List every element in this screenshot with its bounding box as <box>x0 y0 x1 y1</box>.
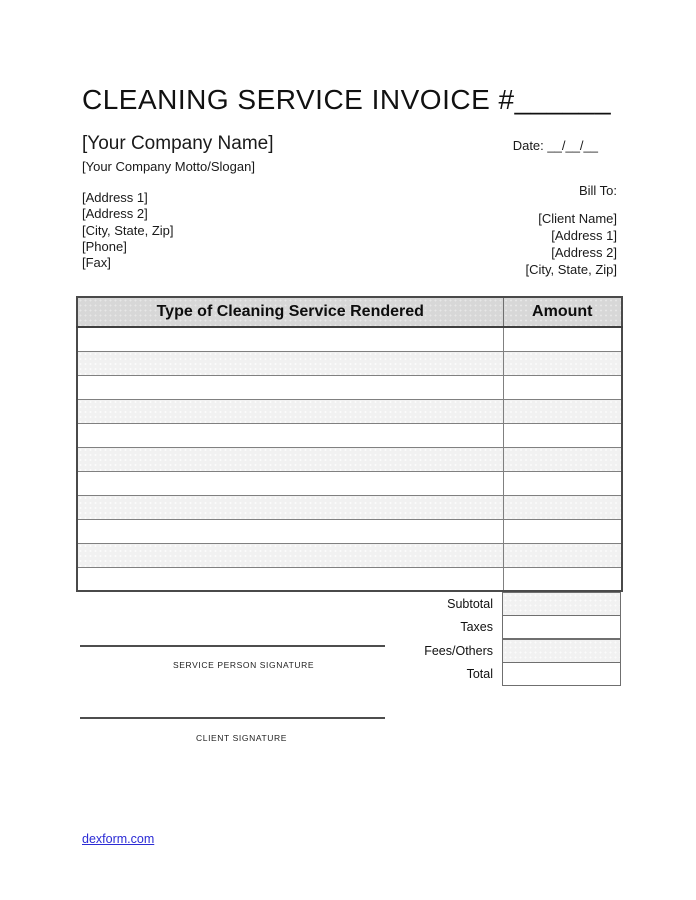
bill-to-label: Bill To: <box>578 183 617 198</box>
taxes-label: Taxes <box>460 620 493 635</box>
amount-cell <box>503 375 622 399</box>
service-table-row <box>77 543 622 567</box>
service-table-row <box>77 351 622 375</box>
amount-cell <box>503 495 622 519</box>
company-address-line: [Address 2] <box>82 206 148 222</box>
subtotal-value-box <box>502 592 621 616</box>
service-person-signature-label: SERVICE PERSON SIGNATURE <box>173 660 315 670</box>
subtotal-label: Subtotal <box>447 596 493 611</box>
dexform-link[interactable]: dexform.com <box>82 832 155 846</box>
bill-to-block <box>525 210 617 278</box>
totals-row-taxes <box>76 616 621 640</box>
company-address-line: [City, State, Zip] <box>82 222 174 238</box>
service-cell <box>77 327 503 351</box>
company-name: [Your Company Name] <box>82 133 274 154</box>
totals-row-total <box>76 663 621 687</box>
amount-cell <box>503 471 622 495</box>
amount-cell <box>503 567 622 591</box>
service-cell <box>77 375 503 399</box>
service-cell <box>77 399 503 423</box>
bill-to-line: [Client Name] <box>538 211 617 226</box>
service-cell <box>77 567 503 591</box>
company-address-line: [Address 1] <box>82 190 148 205</box>
amount-cell <box>503 543 622 567</box>
company-address-line: [Fax] <box>82 255 111 271</box>
service-table-row <box>77 495 622 519</box>
bill-to-line: [City, State, Zip] <box>525 262 617 277</box>
fees-others-value-box <box>502 639 621 663</box>
column-header-amount: Amount <box>503 297 622 327</box>
totals-section <box>76 592 621 686</box>
service-cell <box>77 519 503 543</box>
service-cell <box>77 471 503 495</box>
amount-cell <box>503 399 622 423</box>
bill-to-line: [Address 1] <box>551 228 617 243</box>
invoice-title: CLEANING SERVICE INVOICE #______ <box>82 84 612 115</box>
client-signature-line <box>80 717 385 719</box>
amount-cell <box>503 423 622 447</box>
totals-row-subtotal <box>76 592 621 616</box>
taxes-value-box <box>502 615 621 639</box>
service-table-row <box>77 471 622 495</box>
service-cell <box>77 447 503 471</box>
service-cell <box>77 351 503 375</box>
service-person-signature-line <box>80 645 385 647</box>
service-cell <box>77 495 503 519</box>
service-table-row <box>77 447 622 471</box>
total-label: Total <box>466 667 493 682</box>
service-table-row <box>77 327 622 351</box>
company-address-line: [Phone] <box>82 238 127 254</box>
service-table-row <box>77 423 622 447</box>
totals-row-fees <box>76 639 621 663</box>
service-table-row <box>77 399 622 423</box>
date-field: Date: __/__/__ <box>512 138 598 153</box>
service-table-row <box>77 519 622 543</box>
column-header-service: Type of Cleaning Service Rendered <box>77 297 503 327</box>
service-table-row <box>77 567 622 591</box>
bill-to-line: [Address 2] <box>551 245 617 260</box>
amount-cell <box>503 351 622 375</box>
service-table-row <box>77 375 622 399</box>
company-motto: [Your Company Motto/Slogan] <box>82 159 255 174</box>
service-table-body <box>77 327 622 591</box>
company-address-block <box>82 190 174 271</box>
service-cell <box>77 543 503 567</box>
service-table <box>76 296 623 592</box>
total-value-box <box>502 662 621 686</box>
fees-others-label: Fees/Others <box>424 643 493 658</box>
service-table-header-row <box>77 297 622 327</box>
amount-cell <box>503 447 622 471</box>
service-cell <box>77 423 503 447</box>
amount-cell <box>503 519 622 543</box>
amount-cell <box>503 327 622 351</box>
client-signature-label: CLIENT SIGNATURE <box>196 733 287 743</box>
